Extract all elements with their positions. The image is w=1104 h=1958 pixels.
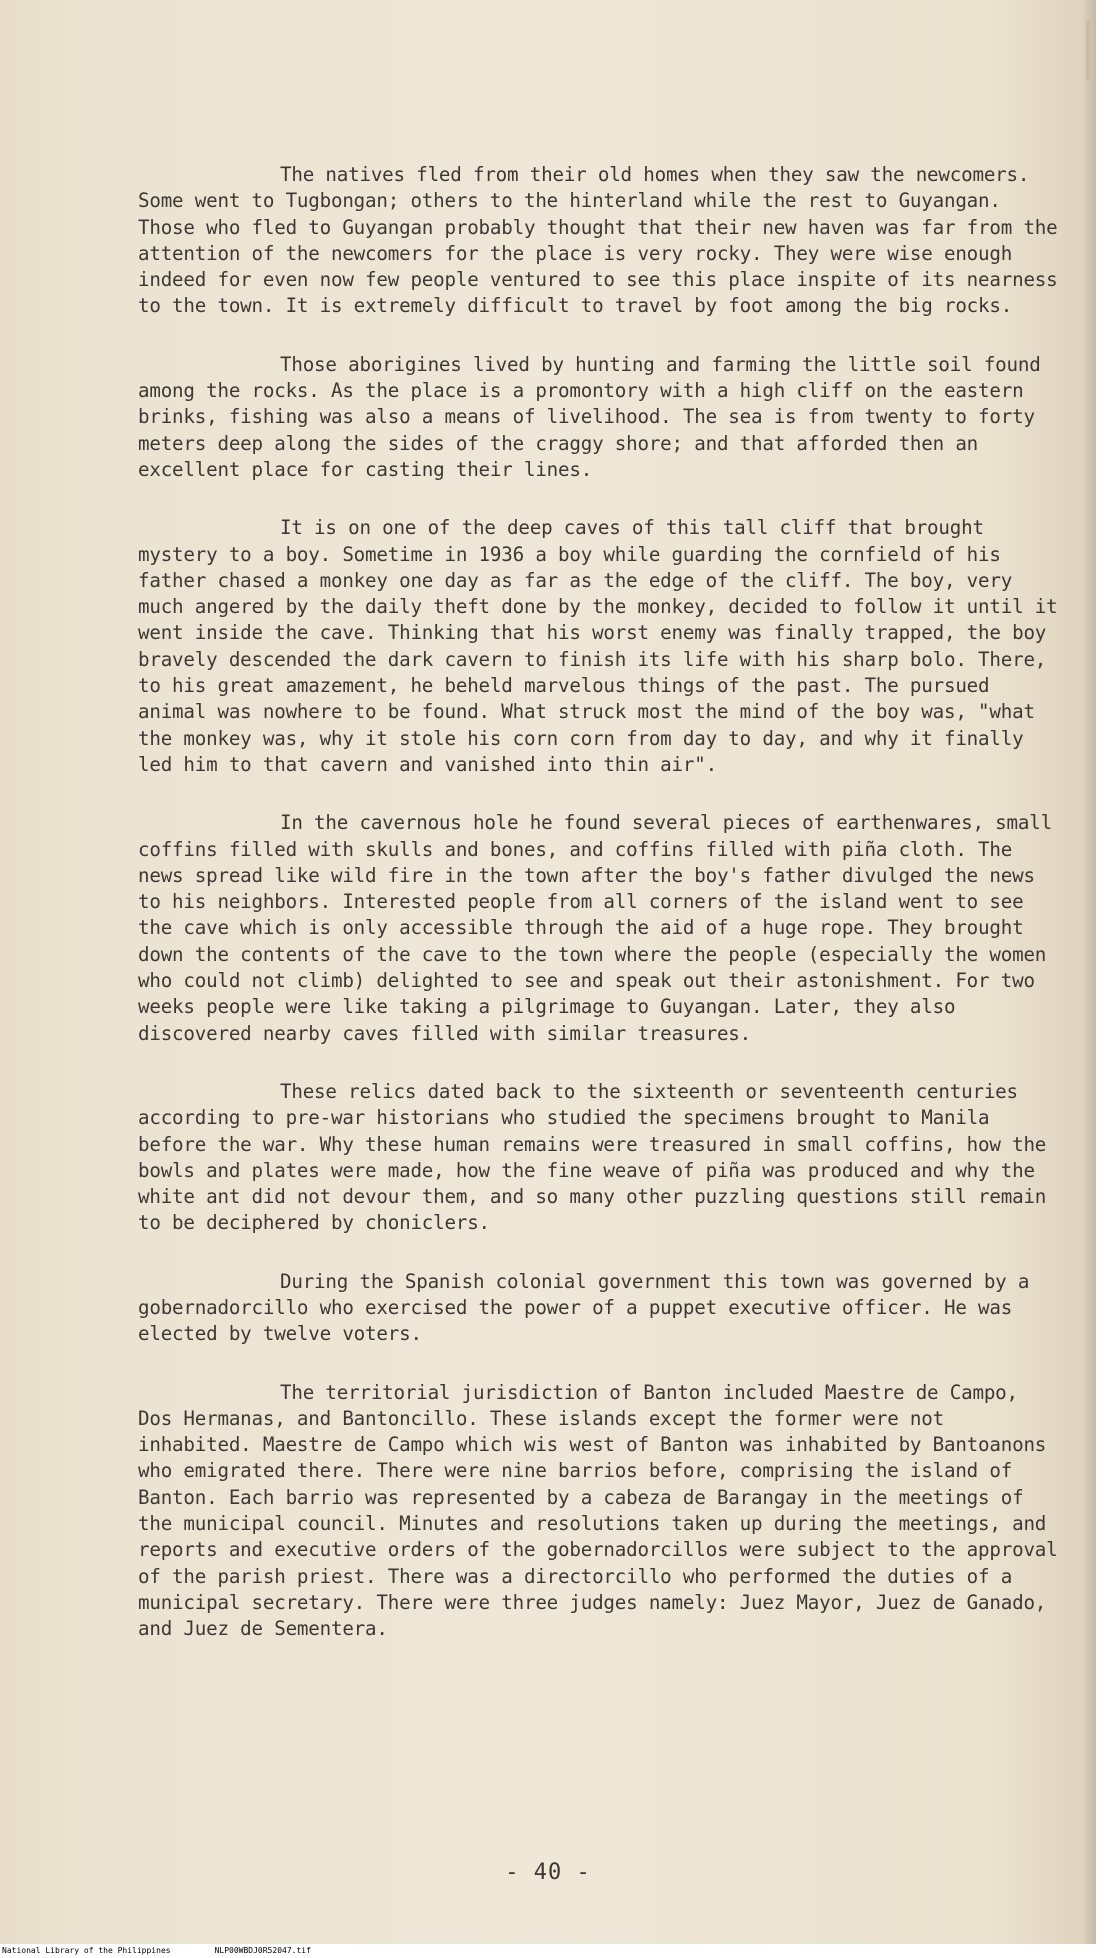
paragraph-cavernous-hole: In the cavernous hole he found several pieces of earthenwares, small coffins filled with skulls and bones, and coffins filled with piña cloth. The news spread like wild fire in the town after the boy's father divulged the news to his neighbors. Interested people from all corners of the island went to see the cave which is only accessible through the aid of a huge rope. They brought down the contents of the cave to the town where the people (especially the women who could not climb) delighted to see and speak out their astonishment. For two weeks people were like taking a pilgrimage to Guyangan. Later, they also discovered nearby caves filled with similar treasures. bbox=[138, 811, 1052, 1045]
footer-filename: NLP00WBDJ0R52047.tif bbox=[214, 1946, 311, 1955]
page-number: - 40 - bbox=[505, 1860, 591, 1885]
page-edge-mark bbox=[1086, 20, 1090, 80]
paragraph-natives: The natives fled from their old homes when they saw the newcomers. Some went to Tugbongan; others to the hinterland while the rest to Guyangan. Those who fled to Guyangan probably thought that their new haven was far from the attention of the newcomers for the place is very rocky. They were wise enough indeed for even now few people ventured to see this place inspite of its nearness to the town. It is extremely difficult to travel by foot among the big rocks. bbox=[138, 163, 1058, 318]
scan-footer bbox=[0, 1944, 1104, 1958]
paragraph-aborigines: Those aborigines lived by hunting and farming the little soil found among the rocks. As the place is a promontory with a high cliff on the eastern brinks, fishing was also a means of livelihood. The sea is from twenty to forty meters deep along the sides of the craggy shore; and that afforded then an excellent place for casting their lines. bbox=[138, 352, 1041, 481]
paragraph-spanish-government: During the Spanish colonial government this town was governed by a gobernadorcillo who exercised the power of a puppet executive officer. He was elected by twelve voters. bbox=[138, 1269, 1030, 1346]
paragraph-territorial-jurisdiction: The territorial jurisdiction of Banton included Maestre de Campo, Dos Hermanas, and Bantoncillo. These islands except the former were not inhabited. Maestre de Campo which wis west of Banton was inhabited by Bantoanons who emigrated there. There were nine barrios before, comprising the island of Banton. Each barrio was represented by a cabeza de Barangay in the meetings of the municipal council. Minutes and resolutions taken up during the meetings, and reports and executive orders of the gobernadorcillos were subject to the approval of the parish priest. There was a directorcillo who performed the duties of a municipal secretary. There were three judges namely: Juez Mayor, Juez de Ganado, and Juez de Sementera. bbox=[138, 1380, 1058, 1641]
footer-library: National Library of the Philippines bbox=[2, 1946, 171, 1955]
paragraph-relics: These relics dated back to the sixteenth or seventeenth centuries according to pre-war historians who studied the specimens brought to Manila before the war. Why these human remains were treasured in small coffins, how the bowls and plates were made, how the fine weave of piña was produced and why the white ant did not devour them, and so many other puzzling questions still remain to be deciphered by choniclers. bbox=[138, 1079, 1047, 1235]
paragraph-cave-mystery: It is on one of the deep caves of this tall cliff that brought mystery to a boy. Sometime in 1936 a boy while guarding the cornfield of his father chased a monkey one day as far as the edge of the cliff. The boy, very much angered by the daily theft done by the monkey, decided to follow it until it went inside the cave. Thinking that his worst enemy was finally trapped, the boy bravely descended the dark cavern to finish its life with his sharp bolo. There, to his great amazement, he beheld marvelous things of the past. The pursued animal was nowhere to be found. What struck most the mind of the boy was, "what the monkey was, why it stole his corn corn from day to day, and why it finally led him to that cavern and vanished into thin air". bbox=[138, 516, 1058, 776]
body-text bbox=[138, 162, 1058, 1675]
